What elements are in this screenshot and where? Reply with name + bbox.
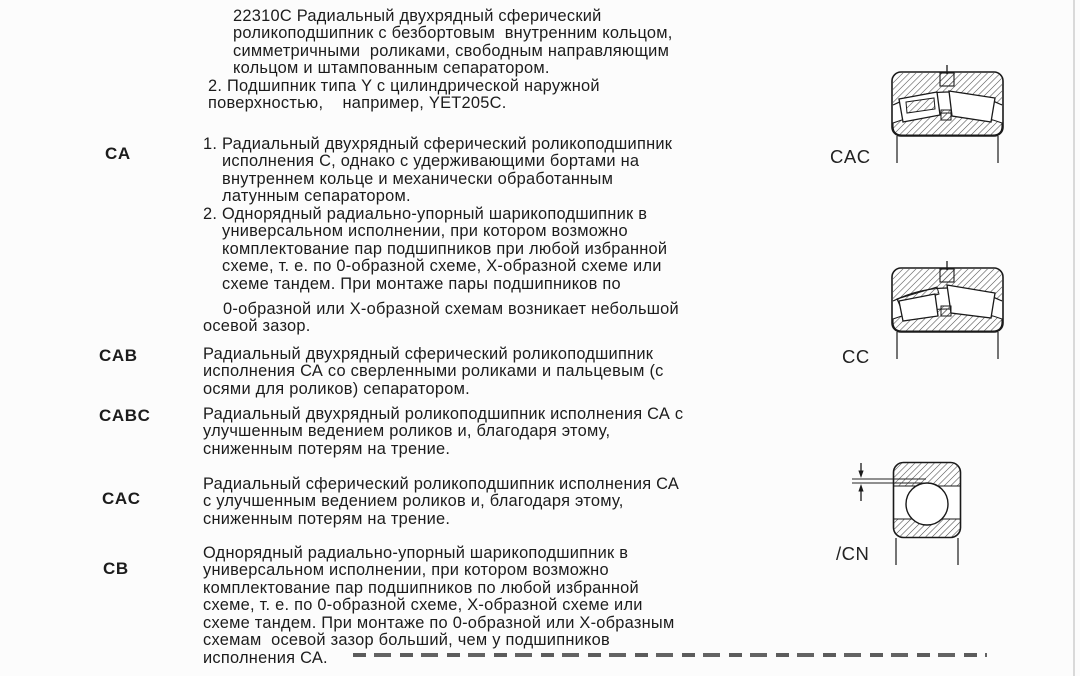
text-line: сниженным потерям на трение. bbox=[203, 509, 451, 528]
text-line: кольцом и штампованным сепаратором. bbox=[233, 59, 550, 78]
text-line: поверхностью, например, YET205C. bbox=[208, 94, 507, 113]
bearing-figure-cc bbox=[891, 261, 1006, 366]
figure-label-cc: CC bbox=[842, 346, 870, 367]
dimension-arrow-down bbox=[858, 471, 863, 479]
text-line: с улучшенным ведением роликов и, благодаря этому, bbox=[203, 492, 624, 511]
text-line: схеме тандем. При монтаже пары подшипников по bbox=[222, 274, 621, 293]
bearing-drawing-cc bbox=[891, 261, 1006, 361]
ball bbox=[906, 483, 948, 525]
entry-text-cab bbox=[203, 346, 664, 398]
text-line: Однорядный радиально-упорный шарикоподшипник в bbox=[203, 544, 629, 562]
text-line: улучшенным ведением роликов и, благодаря этому, bbox=[203, 422, 611, 441]
text-line: исполнения СА со сверленными роликами и пальцевым (с bbox=[203, 362, 664, 381]
text-line: исполнения С, однако с удерживающими бортами на bbox=[222, 152, 640, 171]
entry-code-cac: CAC bbox=[102, 489, 141, 508]
entry-text-cb bbox=[203, 545, 674, 667]
bearing-drawing-cac bbox=[891, 65, 1006, 165]
entry-text-cabc bbox=[203, 406, 683, 458]
figure-label-cac: CAC bbox=[830, 146, 871, 167]
entry-code-cab: CAB bbox=[99, 346, 138, 365]
text-line: исполнения СА. bbox=[203, 648, 328, 667]
entry-code-cabc: CABC bbox=[99, 406, 151, 425]
figure-label-cn: /CN bbox=[836, 543, 870, 564]
text-line: универсальном исполнении, при котором возможно bbox=[203, 561, 609, 580]
text-line: универсальном исполнении, при котором возможно bbox=[222, 222, 628, 241]
entry-text-cac bbox=[203, 476, 679, 528]
text-line: схеме, т. е. по 0-образной схеме, Х-образной схеме или bbox=[222, 257, 662, 276]
entry-code-cb: CB bbox=[103, 559, 129, 578]
text-line: комплектование пар подшипников при любой избранной bbox=[222, 239, 668, 258]
entry-code-ca: CA bbox=[105, 144, 131, 163]
text-line: внутреннем кольце и механически обработанным bbox=[222, 169, 614, 188]
text-line: Радиальный двухрядный роликоподшипник исполнения СА с bbox=[203, 405, 684, 423]
text-line: схеме, т. е. по 0-образной схеме, Х-образной схеме или bbox=[203, 596, 643, 615]
page-edge-line bbox=[1073, 0, 1075, 676]
text-line: осевой зазор. bbox=[203, 317, 311, 336]
text-line: 1. Радиальный двухрядный сферический роликоподшипник bbox=[203, 135, 673, 153]
text-line: 22310C Радиальный двухрядный сферический bbox=[233, 7, 602, 25]
cutoff-text-strip bbox=[353, 653, 987, 657]
text-line: 2. Подшипник типа Y с цилиндрической наружной bbox=[208, 76, 600, 95]
intro-paragraph bbox=[208, 8, 673, 113]
text-line: роликоподшипник с безбортовым внутренним кольцом, bbox=[233, 24, 673, 43]
bearing-figure-cac bbox=[891, 65, 1006, 170]
text-line: схеме тандем. При монтаже по 0-образной или Х-образным bbox=[203, 613, 675, 632]
text-line: сниженным потерям на трение. bbox=[203, 439, 451, 458]
text-line: 0-образной или Х-образной схемам возникает небольшой bbox=[223, 299, 679, 318]
text-line: латунным сепаратором. bbox=[222, 187, 411, 206]
dimension-arrow-up bbox=[858, 484, 863, 492]
text-line: комплектование пар подшипников по любой избранной bbox=[203, 578, 639, 597]
text-line: схемам осевой зазор больший, чем у подшипников bbox=[203, 631, 610, 650]
text-line: 2. Однорядный радиально-упорный шарикоподшипник в bbox=[203, 204, 648, 223]
entry-text-ca bbox=[203, 136, 679, 336]
text-line: осями для роликов) сепаратором. bbox=[203, 379, 470, 398]
text-line: Радиальный двухрядный сферический роликоподшипник bbox=[203, 345, 654, 363]
text-line: Радиальный сферический роликоподшипник исполнения СА bbox=[203, 475, 680, 493]
text-line: симметричными роликами, свободным направляющим bbox=[233, 41, 670, 60]
